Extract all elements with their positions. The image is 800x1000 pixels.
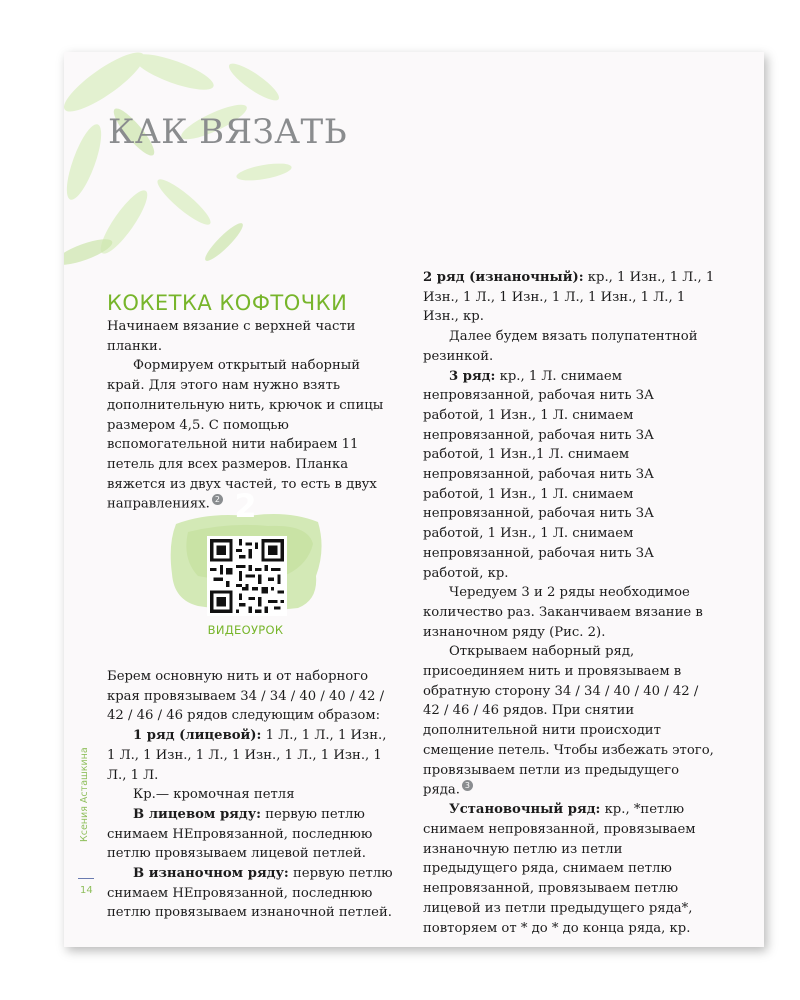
paragraph-main-yarn: Берем основную нить и от наборного края провязываем 34 / 34 / 40 / 40 / 42 / 42 / 46 / 46 рядов следующим образом: [107, 669, 385, 724]
leaf-decoration [64, 52, 324, 292]
right-column [423, 268, 718, 938]
paragraph-cast-on-text: Формируем открытый наборный край. Для этого нам нужно взять дополнительную нить, крючок и спицы размером 4,5. С помощью вспомогательной нити набираем 11 петель для всех размеров. Планка вяжется из двух частей, то есть в двух направлениях. [107, 358, 384, 512]
paragraph-row-2 [423, 268, 718, 327]
paragraph-setup-row [423, 800, 718, 938]
video-lesson-label: ВИДЕОУРОК [207, 623, 284, 637]
video-lesson-block[interactable] [168, 487, 323, 650]
face-row-text: первую петлю снимаем НЕпровязанной, последнюю петлю провязываем лицевой петлей. [107, 806, 373, 862]
page-title: КАК ВЯЗАТЬ [108, 112, 348, 152]
face-row-label: В лицевом ряду: [133, 806, 262, 822]
section-heading: КОКЕТКА КОФТОЧКИ [107, 291, 348, 315]
page-number-rule [78, 878, 94, 879]
purl-row-label: В изнаночном ряду: [133, 866, 289, 882]
left-column-top [107, 289, 397, 514]
setup-row-text: кр., *петлю снимаем непровязанной, провязываем изнаночную петлю из петли предыдущего ряда, снимаем петлю непровязанной, провязываем петлю лицевой из петли предыдущего ряда*, повторяем от * до * до конца ряда, кр. [423, 802, 696, 936]
paragraph-rib-intro: Далее будем вязать полупатентной резинкой. [423, 329, 698, 364]
row-2-label: 2 ряд (изнаночный): [423, 270, 584, 285]
purl-row-text: первую петлю снимаем НЕпровязанной, последнюю петлю провязываем изнаночной петлей. [107, 866, 393, 921]
author-name: Ксения Асташкина [79, 747, 90, 842]
left-column-bottom [107, 667, 397, 923]
figure-ref-badge: 3 [462, 780, 473, 791]
paragraph-open-edge-text: Открываем наборный ряд, присоединяем нить и провязываем в обратную сторону 34 / 34 / 40 / 40 / 42 / 42 / 46 / 46 рядов. При снятии дополнительной нити происходит смещение петель. Чтобы избежать этого, провязываем петли из предыдущего ряда. [423, 644, 714, 798]
qr-code[interactable] [207, 536, 287, 616]
paragraph-alternate: Чередуем 3 и 2 ряды необходимое количество раз. Заканчиваем вязание в изнаночном ряду (Рис. 2). [423, 585, 703, 640]
row-3-label: 3 ряд: [449, 368, 496, 384]
book-page [64, 52, 764, 947]
paragraph-open-edge [423, 642, 718, 800]
figure-ref-badge: 2 [212, 494, 223, 505]
row-1-label: 1 ряд (лицевой): [133, 728, 262, 744]
page-number: 14 [80, 885, 93, 896]
paragraph-face-row [107, 805, 397, 864]
setup-row-label: Установочный ряд: [449, 802, 601, 818]
row-3-text: кр., 1 Л. снимаем непровязанной, рабочая нить ЗА работой, 1 Изн., 1 Л. снимаем непровязанной, рабочая нить ЗА работой, 1 Изн.,1 Л. снимаем непровязанной, рабочая нить ЗА работой, 1 Изн., 1 Л. снимаем непровязанной, рабочая нить ЗА работой, 1 Изн., 1 Л. снимаем непровязанной, рабочая нить ЗА работой, кр. [423, 368, 654, 581]
row-1-text: 1 Л., 1 Л., 1 Изн., 1 Л., 1 Изн., 1 Л., 1 Изн., 1 Л., 1 Изн., 1 Л., 1 Л. [107, 728, 387, 783]
paragraph-row-3 [423, 367, 718, 584]
paragraph-purl-row [107, 864, 397, 923]
paragraph-edge-note: Кр.— кромочная петля [133, 787, 295, 803]
paragraph-row-1 [107, 726, 397, 785]
paragraph-intro: Начинаем вязание с верхней части планки. [107, 319, 356, 354]
video-number: 2 [234, 487, 257, 525]
row-2-text: кр., 1 Изн., 1 Л., 1 Изн., 1 Л., 1 Изн., 1 Л., 1 Изн., 1 Л., 1 Изн., кр. [423, 270, 715, 325]
